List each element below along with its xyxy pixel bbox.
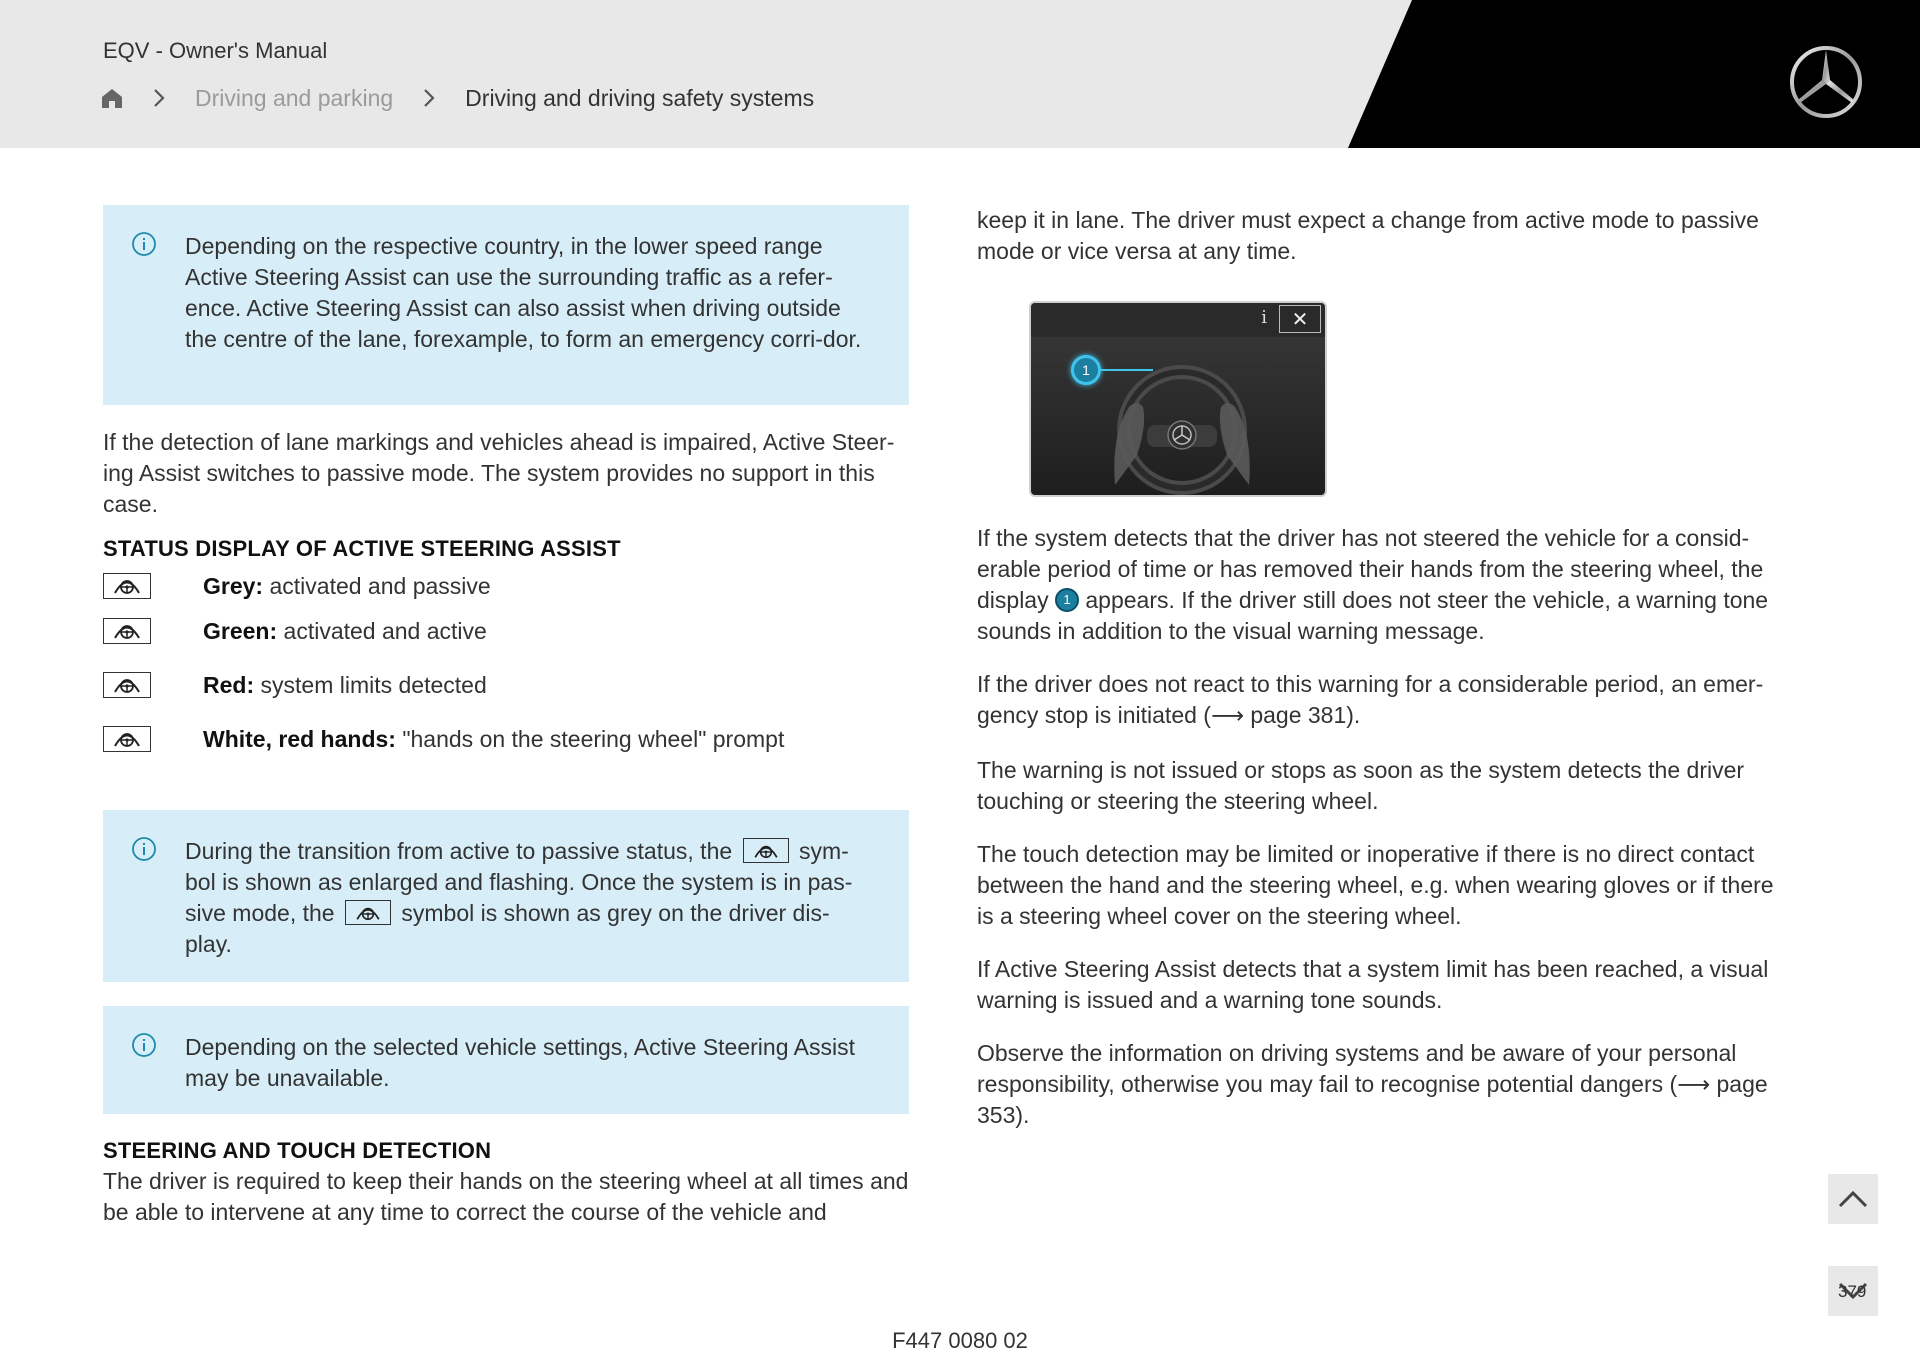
- steering-assist-icon: [103, 672, 151, 698]
- section-heading-touch-detection: STEERING AND TOUCH DETECTION: [103, 1138, 492, 1163]
- right-column: [977, 205, 1787, 1131]
- info-icon: [131, 836, 157, 862]
- status-item-grey: [103, 568, 909, 604]
- status-label: Grey:: [203, 572, 264, 599]
- info-text: Depending on the selected vehicle settings, Active Steering Assist may be unavailable.: [185, 1034, 855, 1091]
- chevron-right-icon: [421, 87, 437, 109]
- scroll-up-button[interactable]: [1828, 1174, 1878, 1224]
- info-text-part2: sym-bol is shown as enlarged and flashing. Once the system is in pas-sive mode, the: [185, 838, 853, 926]
- info-text-part3: symbol is shown as grey on the driver dis-play.: [185, 900, 830, 957]
- steering-assist-icon: [103, 573, 151, 599]
- status-description: activated and passive: [263, 572, 491, 599]
- steering-assist-icon: [345, 900, 391, 925]
- paragraph-emergency-stop: If the driver does not react to this warning for a considerable period, an emer-gency stop is initiated (⟶ page 381).: [977, 671, 1764, 728]
- paragraph-observe-info: Observe the information on driving systems and be aware of your personal responsibility, otherwise you may fail to recognise potential dangers (⟶ page 353).: [977, 1040, 1768, 1128]
- status-item-white-red-hands: [103, 712, 909, 766]
- paragraph-warning-stop: The warning is not issued or stops as soon as the system detects the driver touching or steering the steering wheel.: [977, 757, 1745, 814]
- info-icon: [131, 1032, 157, 1058]
- status-description: "hands on the steering wheel" prompt: [395, 725, 785, 752]
- status-label: Red:: [203, 671, 255, 698]
- paragraph-text: If the system detects that the driver has not steered the vehicle for a consid-erable period of time or has removed their hands from the steering wheel, the display: [977, 525, 1764, 613]
- status-label: White, red hands:: [203, 725, 396, 752]
- breadcrumb: [101, 82, 814, 114]
- steering-wheel-hands-icon: [1107, 355, 1257, 495]
- status-item-red: [103, 658, 909, 712]
- home-icon[interactable]: [101, 87, 123, 109]
- status-item-green: [103, 604, 909, 658]
- status-label: Green:: [203, 617, 278, 644]
- status-description: activated and active: [277, 617, 487, 644]
- info-box-country-speed: [103, 205, 909, 405]
- info-icon: [131, 231, 157, 257]
- status-list: [103, 568, 909, 766]
- section-heading-status-display: STATUS DISPLAY OF ACTIVE STEERING ASSIST: [103, 536, 621, 561]
- status-description: system limits detected: [254, 671, 487, 698]
- breadcrumb-link-driving-and-parking[interactable]: Driving and parking: [195, 84, 394, 111]
- footer-code: F447 0080 02: [892, 1328, 1028, 1353]
- paragraph-system-limit: If Active Steering Assist detects that a system limit has been reached, a visual warning is issued and a warning tone sounds.: [977, 956, 1769, 1013]
- paragraph-lane-continuation: keep it in lane. The driver must expect a change from active mode to passive mode or vice versa at any time.: [977, 207, 1759, 264]
- display-info-icon: i: [1261, 307, 1267, 328]
- info-text-part1: During the transition from active to passive status, the: [185, 838, 733, 864]
- page-number: 379: [1838, 1282, 1867, 1301]
- steering-assist-icon: [103, 618, 151, 644]
- chevron-right-icon: [151, 87, 167, 109]
- paragraph-touch-detection: The driver is required to keep their hands on the steering wheel at all times and be able to intervene at any time to correct the course of the vehicle and: [103, 1168, 909, 1225]
- mercedes-star-icon: [1788, 44, 1864, 120]
- paragraph-lane-detection: If the detection of lane markings and vehicles ahead is impaired, Active Steer-ing Assist switches to passive mode. The system provides no support in this case.: [103, 429, 895, 517]
- paragraph-touch-limited: The touch detection may be limited or inoperative if there is no direct contact between the hand and the steering wheel, e.g. when wearing gloves or if there is a steering wheel cover on the steering wheel.: [977, 841, 1774, 929]
- driver-display-illustration: [1029, 301, 1327, 497]
- chevron-up-icon: [1837, 1189, 1869, 1209]
- document-title: EQV - Owner's Manual: [103, 38, 328, 63]
- steering-assist-icon: [743, 838, 789, 863]
- display-close-icon: ✕: [1279, 305, 1321, 333]
- paragraph-text: appears. If the driver still does not steer the vehicle, a warning tone sounds in addition to the visual warning message.: [977, 587, 1769, 644]
- paragraph-hands-off-warning: [977, 523, 1787, 647]
- info-box-vehicle-settings: [103, 1006, 909, 1114]
- callout-badge: 1: [1071, 355, 1101, 385]
- callout-badge: 1: [1055, 588, 1079, 612]
- left-column: [103, 205, 909, 1228]
- info-text: Depending on the respective country, in the lower speed range Active Steering Assist can use the surrounding traffic as a refer-ence. Active Steering Assist can also assist when driving outside the centre of the lane, forexample, to form an emergency corri-dor.: [185, 233, 862, 352]
- info-box-transition: [103, 810, 909, 982]
- breadcrumb-current: Driving and driving safety systems: [465, 84, 815, 111]
- steering-assist-icon: [103, 726, 151, 752]
